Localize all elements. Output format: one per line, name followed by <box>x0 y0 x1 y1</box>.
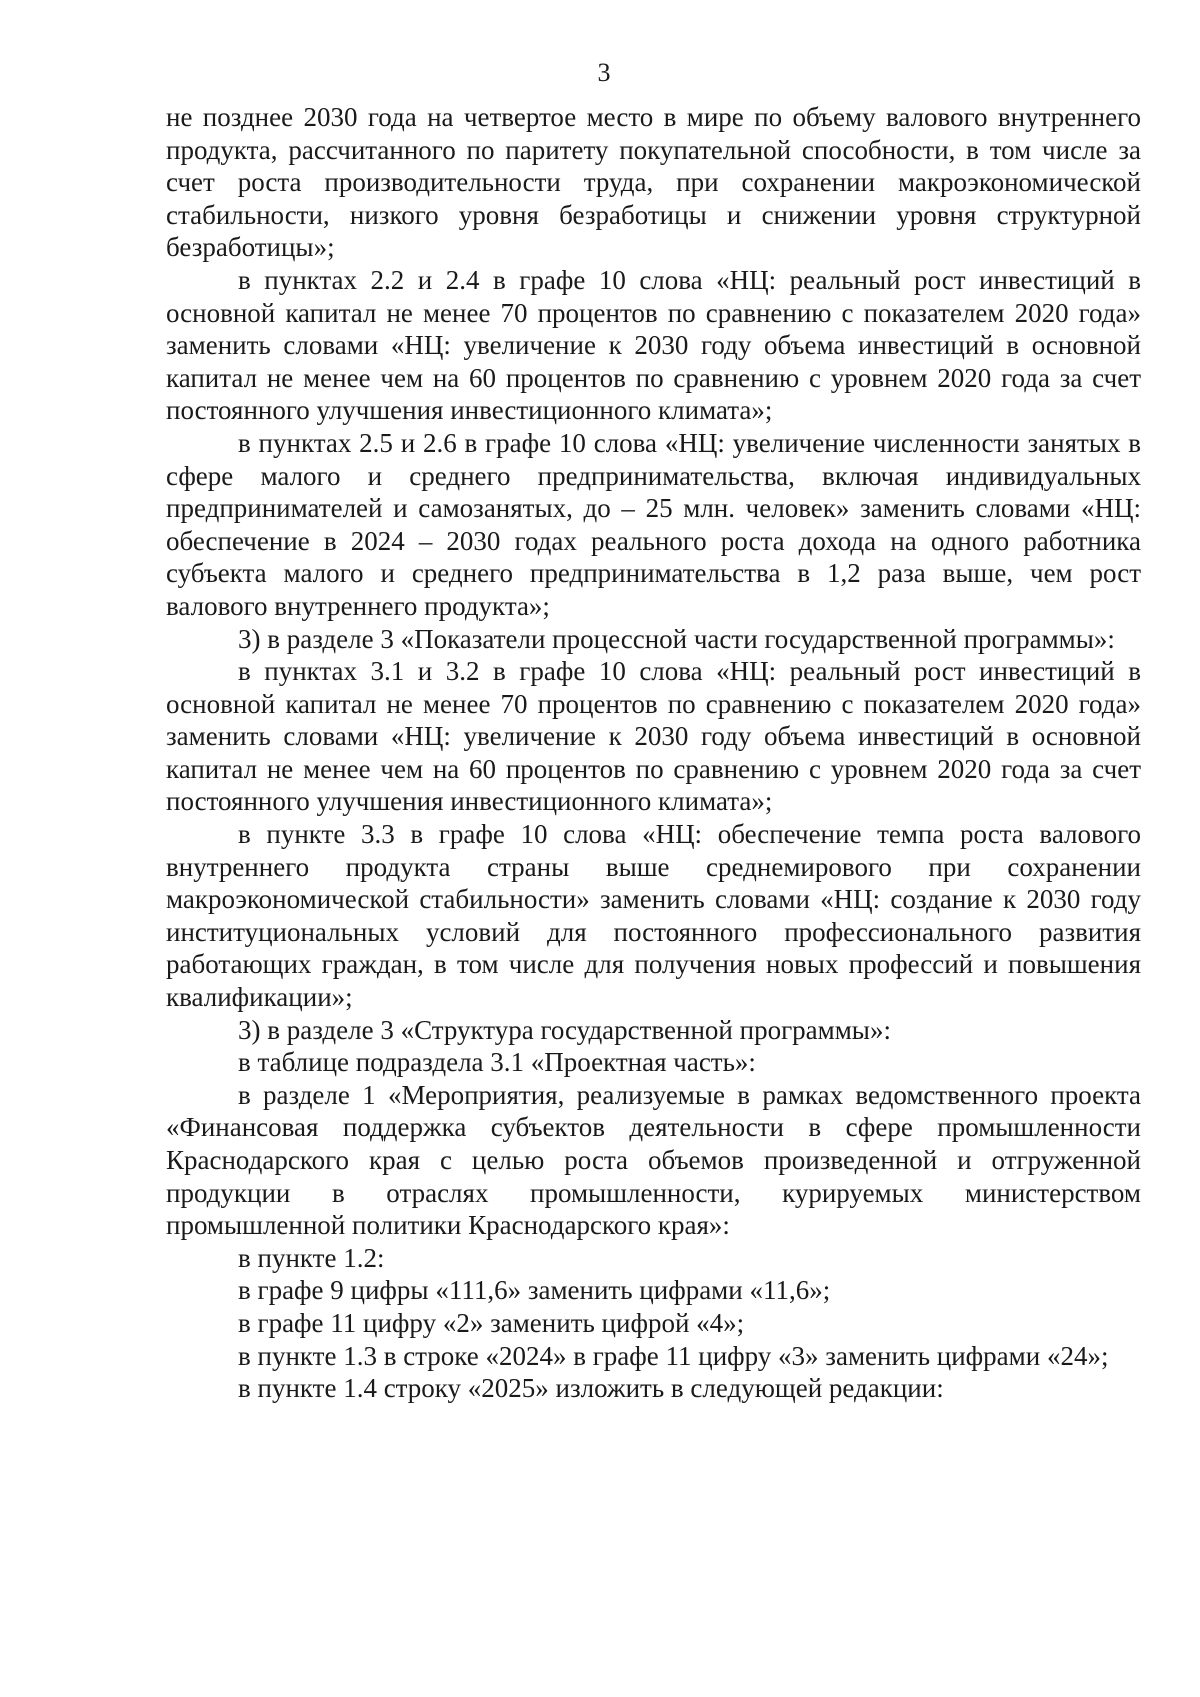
paragraph-continuation: не позднее 2030 года на четвертое место в мире по объему валового внутреннего продукта, рассчитанного по паритету покупательной способности, в том числе за счет роста производительности труда, при сохранении макроэкономической стабильности, низкого уровня безработицы и снижении уровня структурной безработицы»; <box>166 102 1141 263</box>
page-number: 3 <box>597 58 611 87</box>
paragraph-items-2-5-2-6: в пунктах 2.5 и 2.6 в графе 10 слова «НЦ: увеличение численности занятых в сфере малого и среднего предпринимательства, включая индивидуальных предпринимателей и самозанятых, до – 25 млн. человек» заменить словами «НЦ: обеспечение в 2024 – 2030 годах реального роста дохода на одного работника субъекта малого и среднего предпринимательства в 1,2 раза выше, чем рост валового внутреннего продукта»; <box>166 427 1141 621</box>
paragraph-items-3-1-3-2: в пунктах 3.1 и 3.2 в графе 10 слова «НЦ: реальный рост инвестиций в основной капитал не менее 70 процентов по сравнению с показателем 2020 года» заменить словами «НЦ: увеличение к 2030 году объема инвестиций в основной капитал не менее чем на 60 процентов по сравнению с уровнем 2020 года за счет постоянного улучшения инвестиционного климата»; <box>166 656 1141 817</box>
paragraph-item-1-2: в пункте 1.2: <box>238 1242 385 1273</box>
paragraph-item-3-3: в пункте 3.3 в графе 10 слова «НЦ: обеспечение темпа роста валового внутреннего продукта страны выше среднемирового при сохранении макроэкономической стабильности» заменить словами «НЦ: создание к 2030 году институциональных условий для постоянного профессионального развития работающих граждан, в том числе для получения новых профессий и повышения квалификации»; <box>166 819 1141 1013</box>
paragraph-item-1-3: в пункте 1.3 в строке «2024» в графе 11 цифру «3» заменить цифрами «24»; <box>238 1340 1109 1371</box>
paragraph-column-11: в графе 11 цифру «2» заменить цифрой «4»; <box>238 1307 745 1338</box>
paragraph-section-3-structure: 3) в разделе 3 «Структура государственной программы»: <box>238 1014 891 1045</box>
document-body <box>166 101 1141 1405</box>
paragraph-table-3-1: в таблице подраздела 3.1 «Проектная часть»: <box>238 1047 756 1078</box>
paragraph-item-1-4: в пункте 1.4 строку «2025» изложить в следующей редакции: <box>238 1373 944 1404</box>
paragraph-column-9: в графе 9 цифры «111,6» заменить цифрами «11,6»; <box>238 1275 831 1306</box>
paragraph-section-1-measures: в разделе 1 «Мероприятия, реализуемые в рамках ведомственного проекта «Финансовая поддержка субъектов деятельности в сфере промышленности Краснодарского края с целью роста объемов произведенной и отгруженной продукции в отраслях промышленности, курируемых министерством промышленной политики Краснодарского края»: <box>166 1079 1141 1241</box>
paragraph-section-3-indicators: 3) в разделе 3 «Показатели процессной части государственной программы»: <box>238 623 1115 654</box>
paragraph-items-2-2-2-4: в пунктах 2.2 и 2.4 в графе 10 слова «НЦ: реальный рост инвестиций в основной капитал не менее 70 процентов по сравнению с показателем 2020 года» заменить словами «НЦ: увеличение к 2030 году объема инвестиций в основной капитал не менее чем на 60 процентов по сравнению с уровнем 2020 года за счет постоянного улучшения инвестиционного климата»; <box>166 264 1141 426</box>
